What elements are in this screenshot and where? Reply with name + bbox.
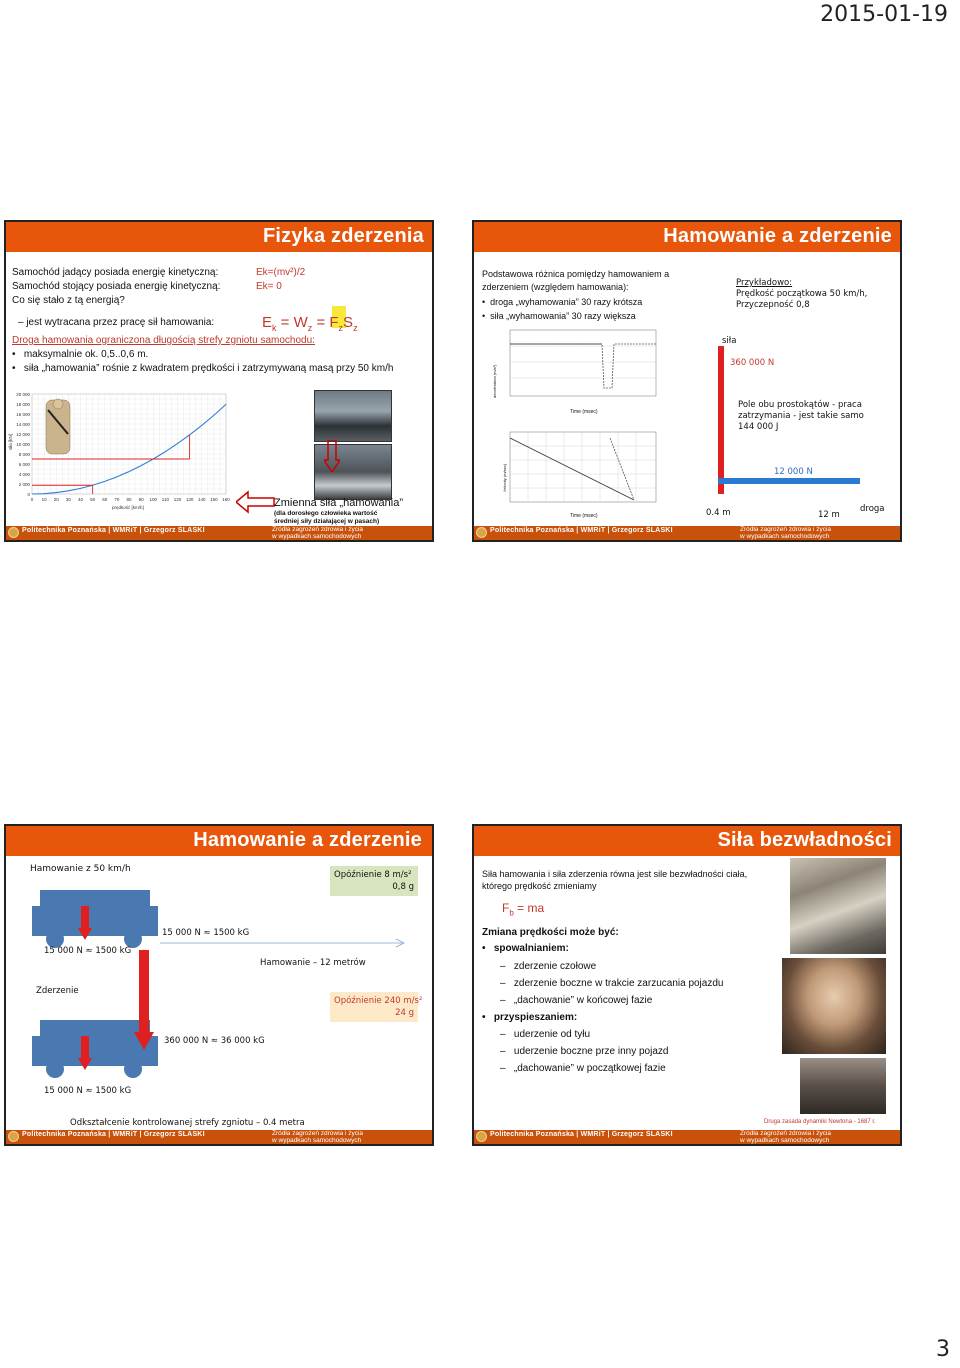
university-name: Politechnika Poznańska | WMRiT | Grzegorz ŚLASKI [490, 527, 673, 534]
x-tick-label: 130 [185, 497, 194, 502]
source-note: Źródła zagrożeń zdrowia i życia w wypadkach samochodowych [740, 1130, 832, 1144]
axis-label: Time (msec) [570, 409, 598, 415]
distance-value: 12 m [818, 510, 840, 520]
slide-title: Hamowanie a zderzenie [193, 829, 422, 851]
formula-ek: Ek=(mv²)/2 [256, 267, 306, 278]
slide-hamowanie-a-zderzenie-2 [4, 824, 434, 1146]
data-point [104, 481, 105, 482]
force-value: 360 000 N ≈ 36 000 kG [164, 1036, 265, 1046]
crash-photo-face [782, 958, 886, 1054]
x-tick-label: 120 [173, 497, 182, 502]
heading: Zderzenie [36, 986, 79, 996]
left-arrow-icon [236, 490, 276, 514]
sub-bullet: – zderzenie boczne w trakcie zarzucania pojazdu [500, 978, 724, 989]
heading: Zmiana prędkości może być: [482, 927, 619, 938]
x-tick-label: 70 [114, 497, 120, 502]
sub-bullet: – uderzenie od tyłu [500, 1029, 591, 1040]
y-tick-label: 0 [27, 492, 30, 497]
text-line: zderzeniem (względem hamowania): [482, 282, 629, 292]
text-line: Pole obu prostokątów - praca [738, 400, 862, 410]
car-cabin [40, 890, 150, 910]
data-point [177, 443, 178, 444]
y-tick-label: 16 000 [16, 412, 30, 417]
y-axis-label: siła [kN] [8, 433, 13, 450]
slide-footer [6, 1130, 432, 1144]
university-name: Politechnika Poznańska | WMRiT | Grzegorz ŚLASKI [22, 1131, 205, 1138]
bullet-text: siła „hamowania” rośnie z kwadratem prędkości i zatrzymywaną masą przy 50 km/h [23, 363, 394, 374]
source-note: Źródła zagrożeń zdrowia i życia w wypadkach samochodowych [272, 1130, 364, 1144]
x-axis-label: prędkość [km/h] [112, 505, 144, 510]
x-tick-label: 0 [30, 497, 34, 502]
x-tick-label: 40 [77, 497, 84, 502]
formula-ek-zero: Ek= 0 [256, 281, 282, 292]
decel-box [330, 992, 423, 1022]
distance-note: Hamowanie – 12 metrów [260, 958, 366, 968]
y-tick-label: 12 000 [16, 432, 30, 437]
footnote: Druga zasada dynamiki Newtona - 1687 r. [764, 1119, 876, 1125]
sub-bullet: – uderzenie boczne prze inny pojazd [500, 1046, 669, 1057]
axis-label: Velocity (m/sec) [502, 463, 507, 492]
energy-work-formula: $E_k = W_z = F_zS_z$ [262, 314, 358, 333]
example-title: Przykładowo: [736, 278, 793, 288]
university-logo-icon [8, 1131, 19, 1142]
deceleration-graph [492, 326, 662, 406]
text-line: – jest wytracana przez pracę sił hamowania: [18, 317, 215, 328]
force-speed-chart [6, 388, 232, 512]
decel-value: Opóźnienie 240 m/s² [334, 996, 423, 1006]
slide-title-bar [6, 222, 432, 252]
velocity-graph [492, 428, 662, 512]
data-point [165, 451, 166, 452]
university-name: Politechnika Poznańska | WMRiT | Grzegorz ŚLASKI [490, 1131, 673, 1138]
caption-note: (dla dorosłego człowieka wartość [274, 510, 378, 517]
slide-title-bar [6, 826, 432, 856]
x-tick-label: 50 [90, 497, 96, 502]
caption-note: średniej siły działającej w pasach) [274, 518, 380, 525]
y-tick-label: 8 000 [18, 452, 30, 457]
y-tick-label: 6 000 [18, 462, 30, 467]
text-line: 144 000 J [738, 422, 779, 432]
text-line: Samochód jadący posiada energię kinetyczną: [12, 267, 219, 278]
slide-title-bar [474, 222, 900, 252]
text-line: Przyczepność 0,8 [736, 300, 810, 310]
bullet: • siła „hamowania” rośnie z kwadratem prędkości i zatrzymywaną masą przy 50 km/h [12, 363, 394, 374]
university-logo-icon [8, 527, 19, 538]
car-wheel [124, 1060, 142, 1078]
text-line: którego prędkość zmieniamy [482, 881, 597, 891]
data-point [44, 493, 45, 494]
x-tick-label: 150 [210, 497, 218, 502]
x-tick-label: 30 [65, 497, 71, 502]
slide-footer [6, 526, 432, 540]
x-tick-label: 80 [126, 497, 132, 502]
y-tick-label: 10 000 [16, 442, 30, 447]
y-tick-label: 14 000 [16, 422, 30, 427]
source-note: Źródła zagrożeń zdrowia i życia w wypadkach samochodowych [272, 526, 364, 540]
crash-photo-dummy [800, 1058, 886, 1114]
bullet: • siła „wyhamowania” 30 razy większa [482, 311, 636, 321]
bullet-text: maksymalnie ok. 0,5..0,6 m. [23, 349, 149, 360]
motion-arrow-icon [158, 938, 408, 948]
data-point [80, 488, 81, 489]
force-value: 15 000 N ≈ 1500 kG [44, 1086, 132, 1096]
slide-title: Hamowanie a zderzenie [663, 225, 892, 247]
axis-label: deceleration (m/s²) [492, 364, 497, 398]
collision-force-arrow-icon [134, 950, 154, 1050]
bullet: • przyspieszaniem: [482, 1012, 578, 1023]
university-logo-icon [476, 1131, 487, 1142]
collision-force-bar [718, 346, 724, 494]
down-arrow-icon [324, 440, 340, 472]
decel-value: Opóźnienie 8 m/s² [334, 870, 412, 880]
force-value: 12 000 N [774, 467, 813, 477]
text-line: Droga hamowania ograniczona długością strefy zgniotu samochodu: [12, 335, 315, 346]
slide-title: Fizyka zderzenia [262, 225, 424, 247]
x-tick-label: 100 [149, 497, 158, 502]
slide-fizyka-zderzenia [4, 220, 434, 542]
crash-photo-passengers [790, 858, 886, 954]
slide-footer [474, 1130, 900, 1144]
caption-title: Zmienna siła „hamowania” [274, 497, 403, 509]
slide-title: Siła bezwładności [717, 829, 892, 851]
x-tick-label: 140 [197, 497, 206, 502]
page-date: 2015-01-19 [820, 2, 948, 27]
decel-g: 0,8 g [392, 882, 414, 892]
x-tick-label: 10 [41, 497, 47, 502]
sub-bullet: – „dachowanie” w końcowej fazie [500, 995, 653, 1006]
data-point [32, 494, 33, 495]
text-line: zatrzymania - jest takie samo [738, 411, 864, 421]
bullet: • droga „wyhamowania” 30 razy krótsza [482, 297, 643, 307]
y-tick-label: 18 000 [16, 402, 30, 407]
data-point [213, 415, 214, 416]
heading: Hamowanie z 50 km/h [30, 864, 131, 874]
y-tick-label: 2 000 [18, 482, 30, 487]
force-arrow-icon [78, 906, 92, 940]
slide-footer [474, 526, 900, 540]
force-value: 360 000 N [730, 358, 775, 368]
text-line: Siła hamowania i siła zderzenia równa jest sile bezwładności ciała, [482, 869, 748, 879]
slide-title-bar [474, 826, 900, 856]
text-line: Podstawowa różnica pomiędzy hamowaniem a [482, 269, 670, 279]
data-point [141, 465, 142, 466]
bullet: • spowalnianiem: [482, 943, 569, 954]
car-wheel [46, 1060, 64, 1078]
page-number: 3 [936, 1337, 950, 1362]
axis-label: droga [860, 504, 885, 514]
force-arrow-icon [78, 1036, 92, 1070]
force-value: 15 000 N ≈ 1500 kG [162, 928, 250, 938]
university-name: Politechnika Poznańska | WMRiT | Grzegorz ŚLASKI [22, 527, 205, 534]
data-point [56, 492, 57, 493]
distance-note: Odkształcenie kontrolowanej strefy zgniotu – 0.4 metra [70, 1118, 305, 1128]
axis-label: siła [722, 336, 737, 346]
crash-dummy-head-icon [53, 399, 63, 409]
decel-g: 24 g [395, 1008, 414, 1018]
data-point [116, 476, 117, 477]
text-line: Prędkość początkowa 50 km/h, [736, 289, 868, 299]
data-point [68, 490, 69, 491]
inertia-formula: $F_b$ = ma [502, 901, 545, 918]
decel-box [330, 866, 418, 896]
slide-hamowanie-a-zderzenie-1 [472, 220, 902, 542]
university-logo-icon [476, 527, 487, 538]
x-tick-label: 160 [222, 497, 230, 502]
distance-value: 0.4 m [706, 508, 731, 518]
sub-bullet: – zderzenie czołowe [500, 961, 597, 972]
y-tick-label: 4 000 [18, 472, 30, 477]
y-tick-label: 20 000 [16, 392, 30, 397]
x-tick-label: 20 [53, 497, 59, 502]
text-line: Co się stało z tą energią? [12, 295, 125, 306]
axis-label: Time (msec) [570, 513, 598, 519]
data-point [201, 425, 202, 426]
force-value: 15 000 N ≈ 1500 kG [44, 946, 132, 956]
data-point [129, 471, 130, 472]
data-point [226, 404, 227, 405]
crash-test-photo [314, 390, 392, 442]
x-tick-label: 60 [102, 497, 108, 502]
bullet: • maksymalnie ok. 0,5..0,6 m. [12, 349, 149, 360]
x-tick-label: 110 [161, 497, 169, 502]
source-note: Źródła zagrożeń zdrowia i życia w wypadkach samochodowych [740, 526, 832, 540]
x-tick-label: 90 [138, 497, 144, 502]
sub-bullet: – „dachowanie” w początkowej fazie [500, 1063, 666, 1074]
slide-sila-bezwladnosci [472, 824, 902, 1146]
text-line: Samochód stojący posiada energię kinetyczną: [12, 281, 221, 292]
